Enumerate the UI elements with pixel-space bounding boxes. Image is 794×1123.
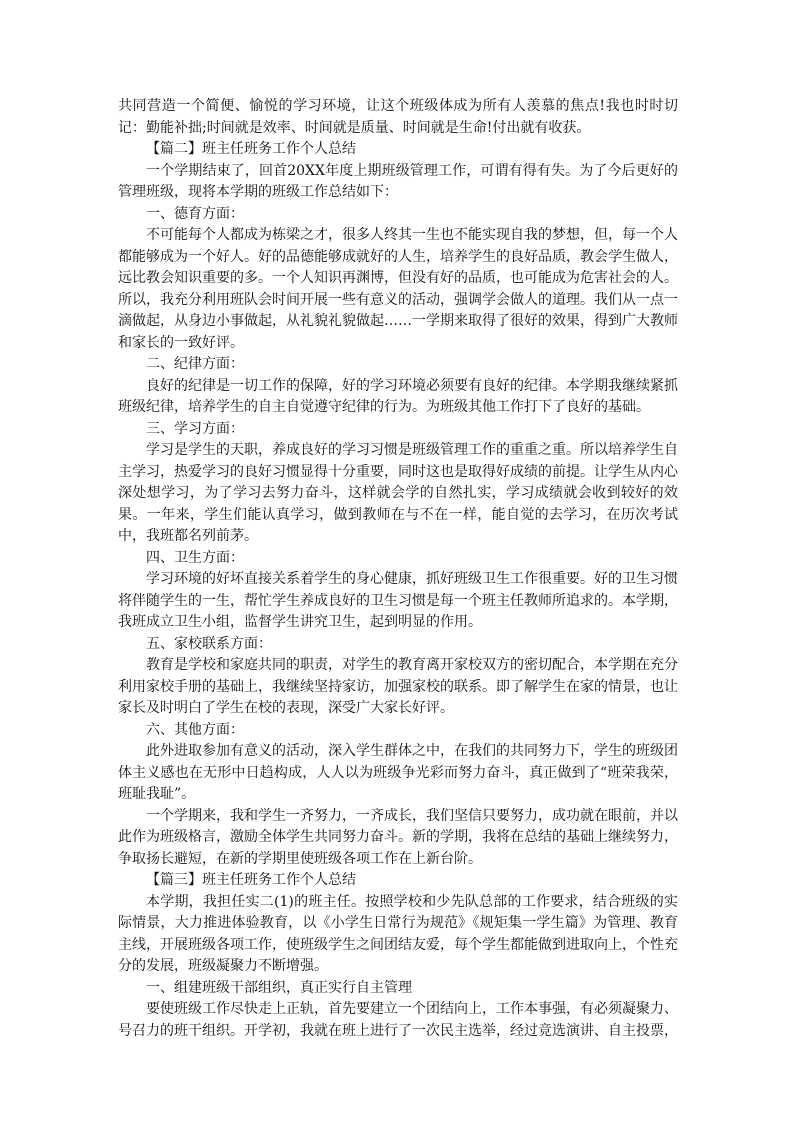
document-body [118, 96, 678, 1042]
paragraph: 二、纪律方面： [146, 356, 244, 372]
paragraph: 五、家校联系方面： [146, 635, 272, 652]
paragraph: 学习是学生的天职，养成良好的学习习惯是班级管理工作的重重之重。所以培养学生自主学习，热爱学习的良好习惯显得十分重要，同时这也是取得好成绩的前提。让学生从内心深处想学习，为了学习去努力奋斗，这样就会学的自然扎实，学习成绩就会收到较好的效果。一年来，学生们能认真学习，做到教师在与不在一样，能自觉的去学习，在历次考试中，我班都名列前茅。 [118, 442, 678, 544]
paragraph: 一、德育方面： [146, 205, 244, 222]
paragraph: 一个学期结束了，回首20XX年度上期班级管理工作，可谓有得有失。为了今后更好的管理班级，现将本学期的班级工作总结如下： [118, 162, 678, 200]
paragraph: 一、组建班级干部组织，真正实行自主管理 [146, 979, 412, 996]
paragraph: 三、学习方面： [146, 420, 244, 437]
paragraph: 学习环境的好坏直接关系着学生的身心健康，抓好班级卫生工作很重要。好的卫生习惯将伴随学生的一生，帮忙学生养成良好的卫生习惯是每一个班主任教师所追求的。本学期，我班成立卫生小组，监督学生讲究卫生，起到明显的作用。 [118, 571, 678, 630]
paragraph: 不可能每个人都成为栋梁之才，很多人终其一生也不能实现自我的梦想，但，每一个人都能够成为一个好人。好的品德能够成就好的人生，培养学生的良好品质，教会学生做人，远比教会知识重要的多。一个人知识再渊博，但没有好的品质，也可能成为危害社会的人。所以，我充分利用班队会时间开展一些有意义的活动，强调学会做人的道理。我们从一点一滴做起，从身边小事做起，从礼貌礼貌做起……一学期来取得了很好的效果，得到广大教师和家长的一致好评。 [118, 227, 678, 351]
paragraph: 教育是学校和家庭共同的职责，对学生的教育离开家校双方的密切配合，本学期在充分利用家校手册的基础上，我继续坚持家访，加强家校的联系。即了解学生在家的情景，也让家长及时明白了学生在校的表现，深受广大家长好评。 [118, 657, 678, 716]
paragraph: 四、卫生方面： [146, 549, 244, 566]
paragraph: 【篇三】班主任班务工作个人总结 [146, 872, 356, 888]
paragraph: 共同营造一个简便、愉悦的学习环境，让这个班级体成为所有人羡慕的焦点!我也时时切记：勤能补拙;时间就是效率、时间就是质量、时间就是生命!付出就有收获。 [118, 98, 678, 136]
paragraph: 本学期，我担任实二(1)的班主任。按照学校和少先队总部的工作要求，结合班级的实际情景，大力推进体验教育，以《小学生日常行为规范》《规矩集一学生篇》为管理、教育主线，开展班级各项工作，使班级学生之间团结友爱，每个学生都能做到进取向上，个性充分的发展，班级凝聚力不断增强。 [118, 893, 678, 974]
paragraph: 要使班级工作尽快走上正轨，首先要建立一个团结向上，工作本事强，有必须凝聚力、号召力的班干组织。开学初，我就在班上进行了一次民主选举，经过竞选演讲、自主投票， [118, 1001, 678, 1039]
paragraph: 六、其他方面： [146, 721, 244, 738]
paragraph: 一个学期来，我和学生一齐努力，一齐成长，我们坚信只要努力，成功就在眼前，并以此作为班级格言，激励全体学生共同努力奋斗。新的学期，我将在总结的基础上继续努力，争取扬长避短，在新的学期里使班级各项工作在上新台阶。 [118, 807, 678, 867]
paragraph: 此外进取参加有意义的活动，深入学生群体之中，在我们的共同努力下，学生的班级团体主义感也在无形中日趋构成，人人以为班级争光彩而努力奋斗，真正做到了“班荣我荣，班耻我耻”。 [118, 743, 678, 802]
paragraph: 【篇二】班主任班务工作个人总结 [146, 141, 356, 157]
paragraph: 良好的纪律是一切工作的保障，好的学习环境必须要有良好的纪律。本学期我继续紧抓班级纪律，培养学生的自主自觉遵守纪律的行为。为班级其他工作打下了良好的基础。 [118, 377, 678, 415]
